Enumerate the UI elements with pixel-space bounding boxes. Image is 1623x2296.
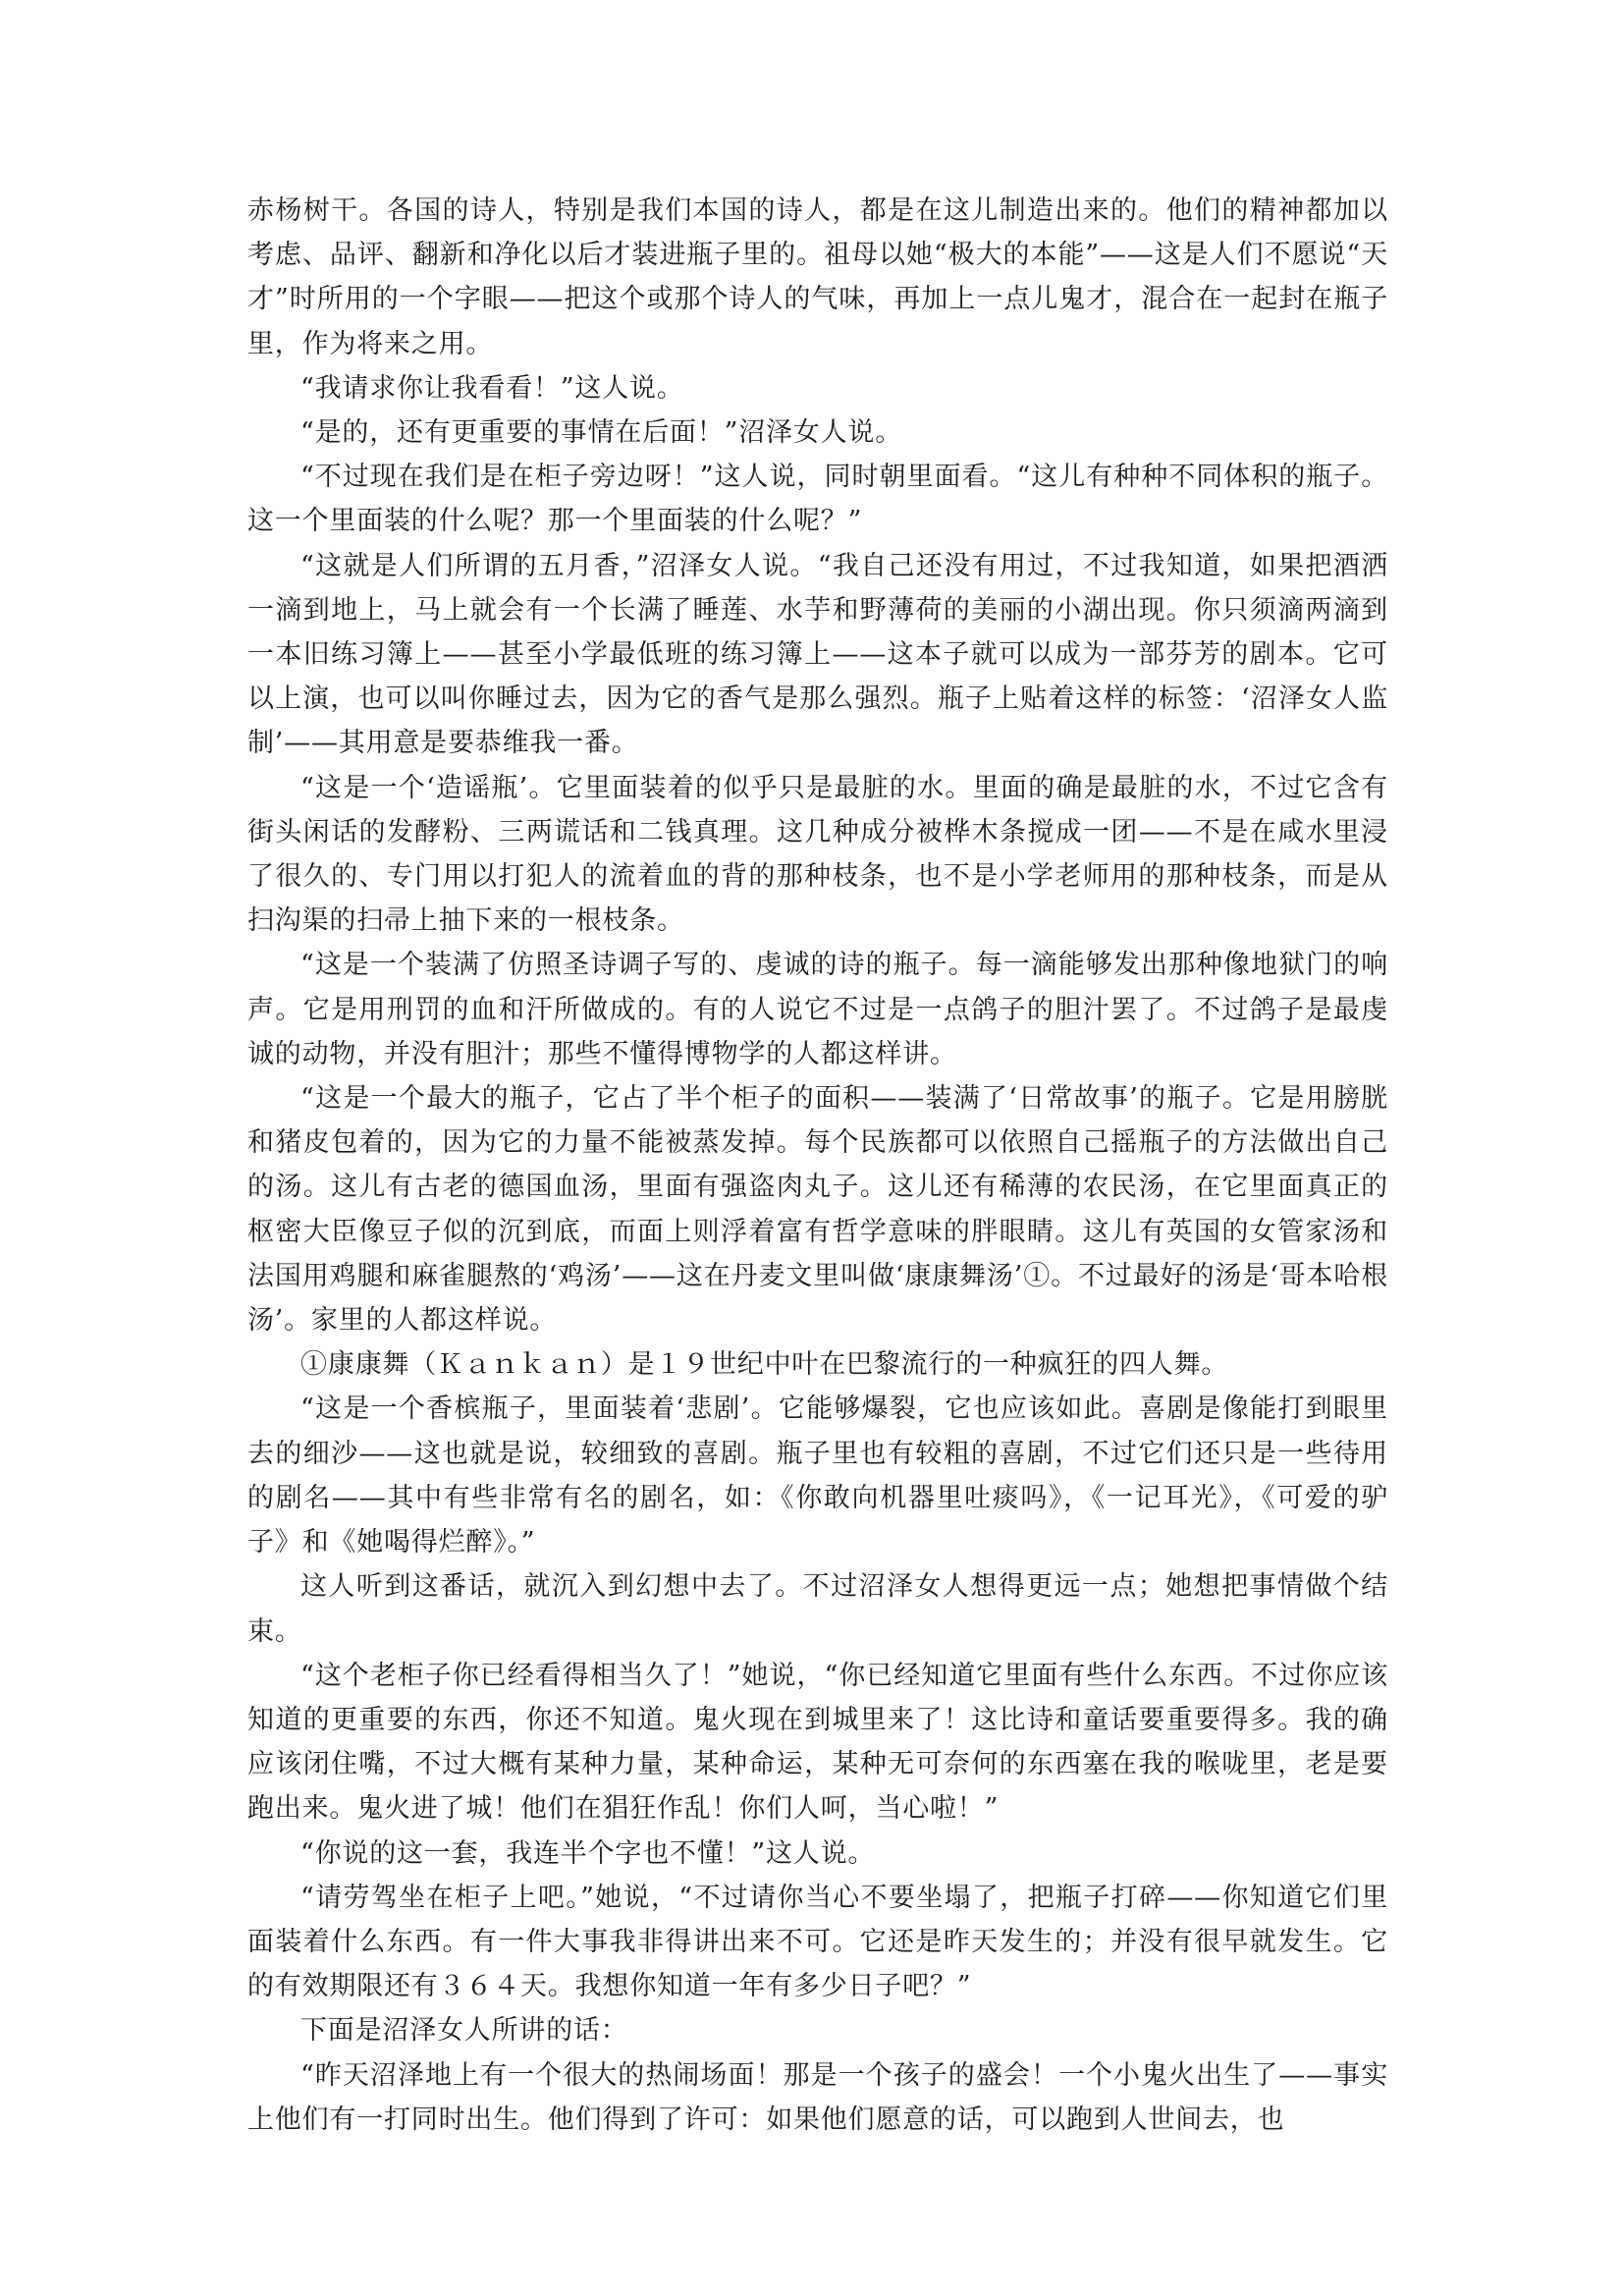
paragraph: “请劳驾坐在柜子上吧。”她说，“不过请你当心不要坐塌了，把瓶子打碎——你知道它们里面装着什么东西。有一件大事我非得讲出来不可。它还是昨天发生的；并没有很早就发生。它的有效期限还有３６４天。我想你知道一年有多少日子吧？” <box>247 1882 1388 2002</box>
paragraph: “是的，还有更重要的事情在后面！”沼泽女人说。 <box>300 417 903 449</box>
paragraph: 这人听到这番话，就沉入到幻想中去了。不过沼泽女人想得更远一点；她想把事情做个结束。 <box>247 1571 1388 1647</box>
paragraph: “你说的这一套，我连半个字也不懂！”这人说。 <box>300 1837 876 1869</box>
paragraph: “这个老柜子你已经看得相当久了！”她说，“你已经知道它里面有些什么东西。不过你应该知道的更重要的东西，你还不知道。鬼火现在到城里来了！这比诗和童话要重要得多。我的确应该闭住嘴，不过大概有某种力量，某种命运，某种无可奈何的东西塞在我的喉咙里，老是要跑出来。鬼火进了城！他们在猖狂作乱！你们人呵，当心啦！” <box>247 1660 1388 1825</box>
paragraph: “这是一个装满了仿照圣诗调子写的、虔诚的诗的瓶子。每一滴能够发出那种像地狱门的响声。它是用刑罚的血和汗所做成的。有的人说它不过是一点鸽子的胆汁罢了。不过鸽子是最虔诚的动物，并没有胆汁；那些不懂得博物学的人都这样讲。 <box>247 950 1388 1069</box>
paragraph: “昨天沼泽地上有一个很大的热闹场面！那是一个孩子的盛会！一个小鬼火出生了——事实上他们有一打同时出生。他们得到了许可：如果他们愿意的话，可以跑到人世间去，也 <box>247 2059 1388 2135</box>
document-page <box>247 189 1388 2142</box>
paragraph: 下面是沼泽女人所讲的话： <box>300 2015 628 2047</box>
paragraph: “这是一个‘造谣瓶’。它里面装着的似乎只是最脏的水。里面的确是最脏的水，不过它含有街头闲话的发酵粉、三两谎话和二钱真理。这几种成分被桦木条搅成一团——不是在咸水里浸了很久的、专门用以打犯人的流着血的背的那种枝条，也不是小学老师用的那种枝条，而是从扫沟渠的扫帚上抽下来的一根枝条。 <box>247 772 1388 937</box>
paragraph: “不过现在我们是在柜子旁边呀！”这人说，同时朝里面看。“这儿有种种不同体积的瓶子。这一个里面装的什么呢？那一个里面装的什么呢？” <box>247 462 1388 537</box>
paragraph: “这是一个最大的瓶子，它占了半个柜子的面积——装满了‘日常故事’的瓶子。它是用膀胱和猪皮包着的，因为它的力量不能被蒸发掉。每个民族都可以依照自己摇瓶子的方法做出自己的汤。这儿有古老的德国血汤，里面有强盗肉丸子。这儿还有稀薄的农民汤，在它里面真正的枢密大臣像豆子似的沉到底，而面上则浮着富有哲学意味的胖眼睛。这儿有英国的女管家汤和法国用鸡腿和麻雀腿熬的‘鸡汤’——这在丹麦文里叫做‘康康舞汤’①。不过最好的汤是‘哥本哈根汤’。家里的人都这样说。 <box>247 1083 1388 1337</box>
paragraph: “我请求你让我看看！”这人说。 <box>300 372 684 404</box>
paragraph: “这就是人们所谓的五月香，”沼泽女人说。“我自己还没有用过，不过我知道，如果把酒洒一滴到地上，马上就会有一个长满了睡莲、水芋和野薄荷的美丽的小湖出现。你只须滴两滴到一本旧练习簿上——甚至小学最低班的练习簿上——这本子就可以成为一部芬芳的剧本。它可以上演，也可以叫你睡过去，因为它的香气是那么强烈。瓶子上贴着这样的标签：‘沼泽女人监制’——其用意是要恭维我一番。 <box>247 550 1388 759</box>
footnote: ①康康舞（Ｋａｎｋａｎ）是１９世纪中叶在巴黎流行的一种疯狂的四人舞。 <box>300 1349 1229 1381</box>
paragraph-continuation: 赤杨树干。各国的诗人，特别是我们本国的诗人，都是在这儿制造出来的。他们的精神都加以考虑、品评、翻新和净化以后才装进瓶子里的。祖母以她“极大的本能”——这是人们不愿说“天才”时所用的一个字眼——把这个或那个诗人的气味，再加上一点儿鬼才，混合在一起封在瓶子里，作为将来之用。 <box>247 195 1388 359</box>
paragraph: “这是一个香槟瓶子，里面装着‘悲剧’。它能够爆裂，它也应该如此。喜剧是像能打到眼里去的细沙——这也就是说，较细致的喜剧。瓶子里也有较粗的喜剧，不过它们还只是一些待用的剧名——其中有些非常有名的剧名，如：《你敢向机器里吐痰吗》，《一记耳光》，《可爱的驴子》和《她喝得烂醉》。” <box>247 1394 1388 1558</box>
